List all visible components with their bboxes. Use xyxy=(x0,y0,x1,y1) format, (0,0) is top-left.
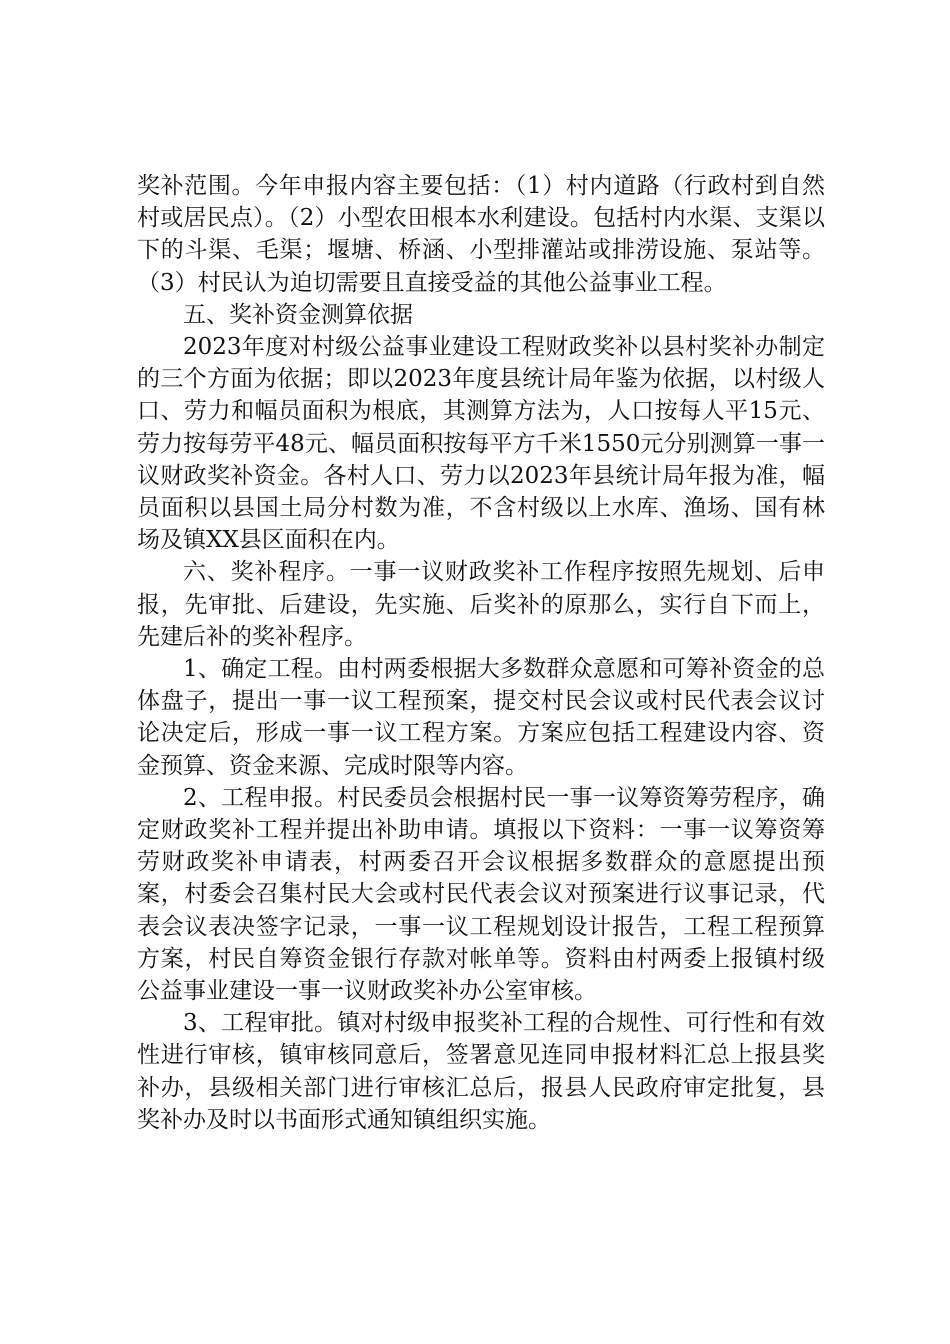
paragraph-step-3-project-approval: 3、工程审批。镇对村级申报奖补工程的合规性、可行性和有效性进行审核，镇审核同意后，签署意见连同申报材料汇总上报县奖补办，县级相关部门进行审核汇总后，报县人民政府审定批复，县奖补办及时以书面形式通知镇组织实施。 xyxy=(137,1010,825,1133)
paragraph-step-1-determine-project: 1、确定工程。由村两委根据大多数群众意愿和可筹补资金的总体盘子，提出一事一议工程预案，提交村民会议或村民代表会议讨论决定后，形成一事一议工程方案。方案应包括工程建设内容、资金预算、资金来源、完成时限等内容。 xyxy=(137,656,825,779)
paragraph-scope-continuation: 奖补范围。今年申报内容主要包括：（1）村内道路（行政村到自然村或居民点）。（2）小型农田根本水利建设。包括村内水渠、支渠以下的斗渠、毛渠；堰塘、桥涵、小型排灌站或排涝设施、泵站等。（3）村民认为迫切需要且直接受益的其他公益事业工程。 xyxy=(137,173,825,296)
document-page xyxy=(137,170,825,1136)
paragraph-step-2-project-application: 2、工程申报。村民委员会根据村民一事一议筹资筹劳程序，确定财政奖补工程并提出补助申请。填报以下资料：一事一议筹资筹劳财政奖补申请表，村两委召开会议根据多数群众的意愿提出预案，村委会召集村民大会或村民代表会议对预案进行议事记录，代表会议表决签字记录，一事一议工程规划设计报告，工程工程预算方案，村民自筹资金银行存款对帐单等。资料由村两委上报镇村级公益事业建设一事一议财政奖补办公室审核。 xyxy=(137,784,825,1005)
paragraph-funding-basis: 2023年度对村级公益事业建设工程财政奖补以县村奖补办制定的三个方面为依据；即以2023年度县统计局年鉴为依据，以村级人口、劳力和幅员面积为根底，其测算方法为，人口按每人平15元、劳力按每劳平48元、幅员面积按每平方千米1550元分别测算一事一议财政奖补资金。各村人口、劳力以2023年县统计局年报为准，幅员面积以县国土局分村数为准，不含村级以上水库、渔场、国有林场及镇XX县区面积在内。 xyxy=(137,334,825,554)
paragraph-section-6-procedure: 六、奖补程序。一事一议财政奖补工作程序按照先规划、后申报，先审批、后建设，先实施、后奖补的原那么，实行自下而上，先建后补的奖补程序。 xyxy=(137,559,825,650)
heading-section-5: 五、奖补资金测算依据 xyxy=(183,301,413,328)
